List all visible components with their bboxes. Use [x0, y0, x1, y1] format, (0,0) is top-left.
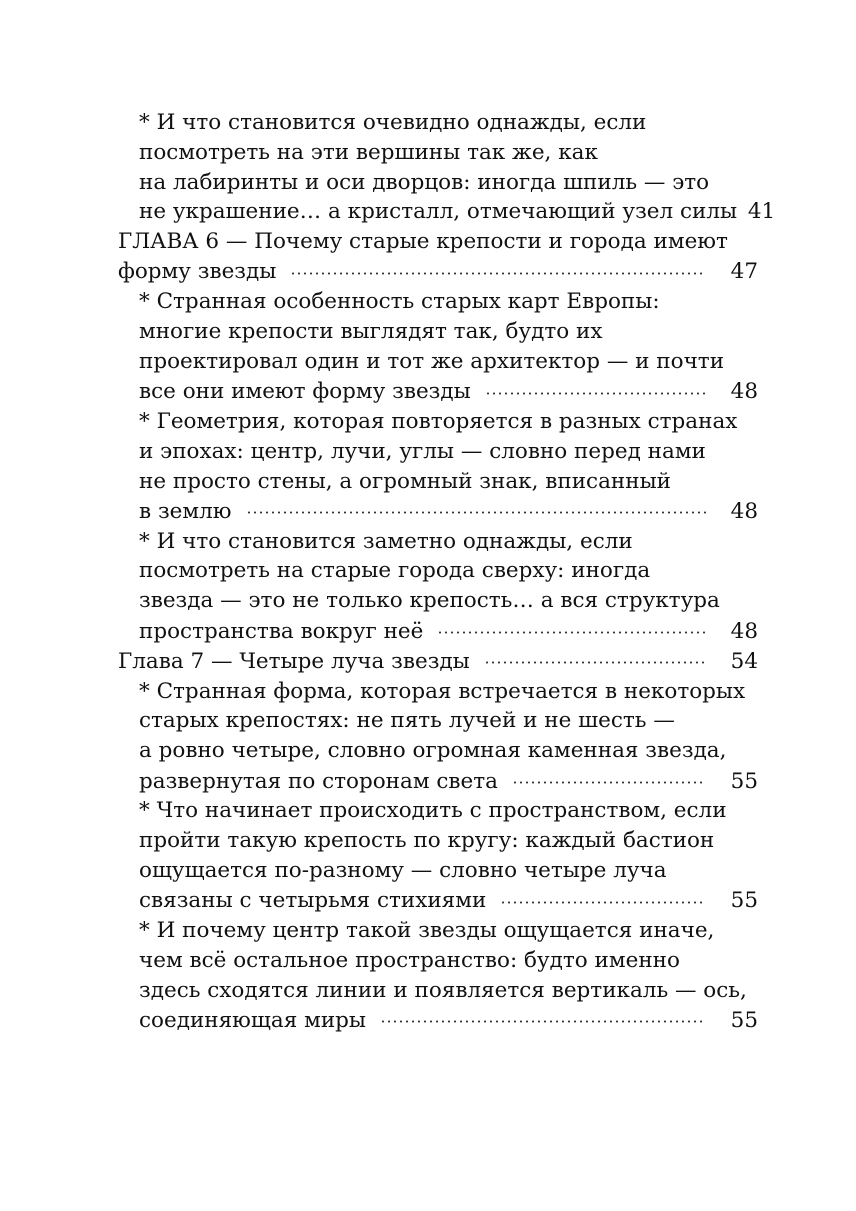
toc-subentry	[118, 677, 758, 797]
page-number: 48	[730, 498, 758, 524]
toc-entry-line: * И почему центр такой звезды ощущается иначе,	[139, 918, 715, 944]
page-number: 55	[730, 1007, 758, 1033]
toc-entry-last-line	[139, 377, 758, 407]
toc-entry-line: посмотреть на эти вершины так же, как	[139, 139, 598, 165]
toc-entry-line: соединяющая миры	[139, 1007, 367, 1033]
toc-entry-line: проектировал один и тот же архитектор — и почти	[139, 348, 725, 374]
toc-entry-line: посмотреть на старые города сверху: иногда	[139, 558, 651, 584]
toc-chapter-entry	[118, 646, 758, 676]
toc-entry-line: здесь сходятся линии и появляется вертикаль — ось,	[139, 977, 747, 1003]
toc-entry-last-line	[139, 496, 758, 526]
page-number: 55	[730, 768, 758, 794]
toc-entry-line: связаны с четырьмя стихиями	[139, 888, 487, 914]
toc-entry-line: а ровно четыре, словно огромная каменная звезда,	[139, 738, 727, 764]
toc-entry-line: старых крепостях: не пять лучей и не шесть —	[139, 708, 675, 734]
toc-entry-last-line	[139, 197, 776, 227]
toc-entry-line: * Геометрия, которая повторяется в разных странах	[139, 408, 738, 434]
toc-chapter-entry	[118, 227, 758, 287]
toc-entry-line: на лабиринты и оси дворцов: иногда шпиль — это	[139, 169, 710, 195]
toc-entry-line: не украшение… а кристалл, отмечающий узел силы	[139, 199, 738, 225]
toc-subentry	[118, 287, 758, 407]
toc-subentry	[118, 916, 758, 1036]
page-number: 47	[730, 259, 758, 285]
toc-entry-last-line	[139, 616, 758, 646]
page-number: 41	[747, 199, 776, 225]
toc-entry-line: не просто стены, а огромный знак, вписанный	[139, 468, 672, 494]
page-number: 55	[730, 888, 758, 914]
page-number: 48	[730, 379, 758, 405]
toc-entry-last-line	[139, 1005, 758, 1035]
dot-leader	[380, 1006, 706, 1028]
dot-leader	[290, 258, 706, 280]
toc-entry-line: Глава 7 — Четыре луча звезды	[118, 648, 470, 674]
toc-entry-last-line	[118, 646, 758, 676]
page-number: 48	[730, 618, 758, 644]
toc-subentry	[118, 796, 758, 916]
table-of-contents	[118, 108, 776, 1036]
dot-leader	[437, 617, 706, 639]
toc-entry-line: в землю	[139, 498, 232, 524]
dot-leader	[485, 378, 706, 400]
toc-entry-line: многие крепости выглядят так, будто их	[139, 319, 603, 345]
dot-leader	[512, 767, 706, 789]
toc-entry-last-line	[139, 886, 758, 916]
toc-entry-line: * Что начинает происходить с пространством, если	[139, 798, 727, 824]
toc-entry-line: пройти такую крепость по кругу: каждый бастион	[139, 828, 715, 854]
toc-entry-line: все они имеют форму звезды	[139, 379, 471, 405]
toc-entry-line: * И что становится очевидно однажды, если	[139, 110, 647, 135]
dot-leader	[246, 497, 707, 519]
toc-subentry	[118, 527, 758, 647]
dot-leader	[484, 647, 706, 669]
toc-entry-last-line	[139, 766, 758, 796]
toc-entry-line: * Странная особенность старых карт Европы:	[139, 289, 660, 315]
toc-entry-line: чем всё остальное пространство: будто именно	[139, 947, 680, 973]
toc-entry-line: * И что становится заметно однажды, если	[139, 528, 633, 554]
toc-entry-line: и эпохах: центр, лучи, углы — словно перед нами	[139, 438, 706, 464]
toc-entry-last-line	[118, 257, 758, 287]
dot-leader	[500, 887, 706, 909]
toc-subentry	[118, 407, 758, 527]
toc-subentry	[118, 108, 776, 227]
toc-entry-line: * Странная форма, которая встречается в некоторых	[139, 678, 746, 704]
page-number: 54	[730, 648, 758, 674]
toc-entry-line: ГЛАВА 6 — Почему старые крепости и города имеют	[118, 229, 728, 255]
toc-entry-line: звезда — это не только крепость… а вся структура	[139, 588, 720, 614]
toc-entry-line: пространства вокруг неё	[139, 618, 424, 644]
toc-entry-line: ощущается по-разному — словно четыре луча	[139, 857, 667, 883]
toc-entry-line: развернутая по сторонам света	[139, 768, 498, 794]
toc-entry-line: форму звезды	[118, 259, 277, 285]
